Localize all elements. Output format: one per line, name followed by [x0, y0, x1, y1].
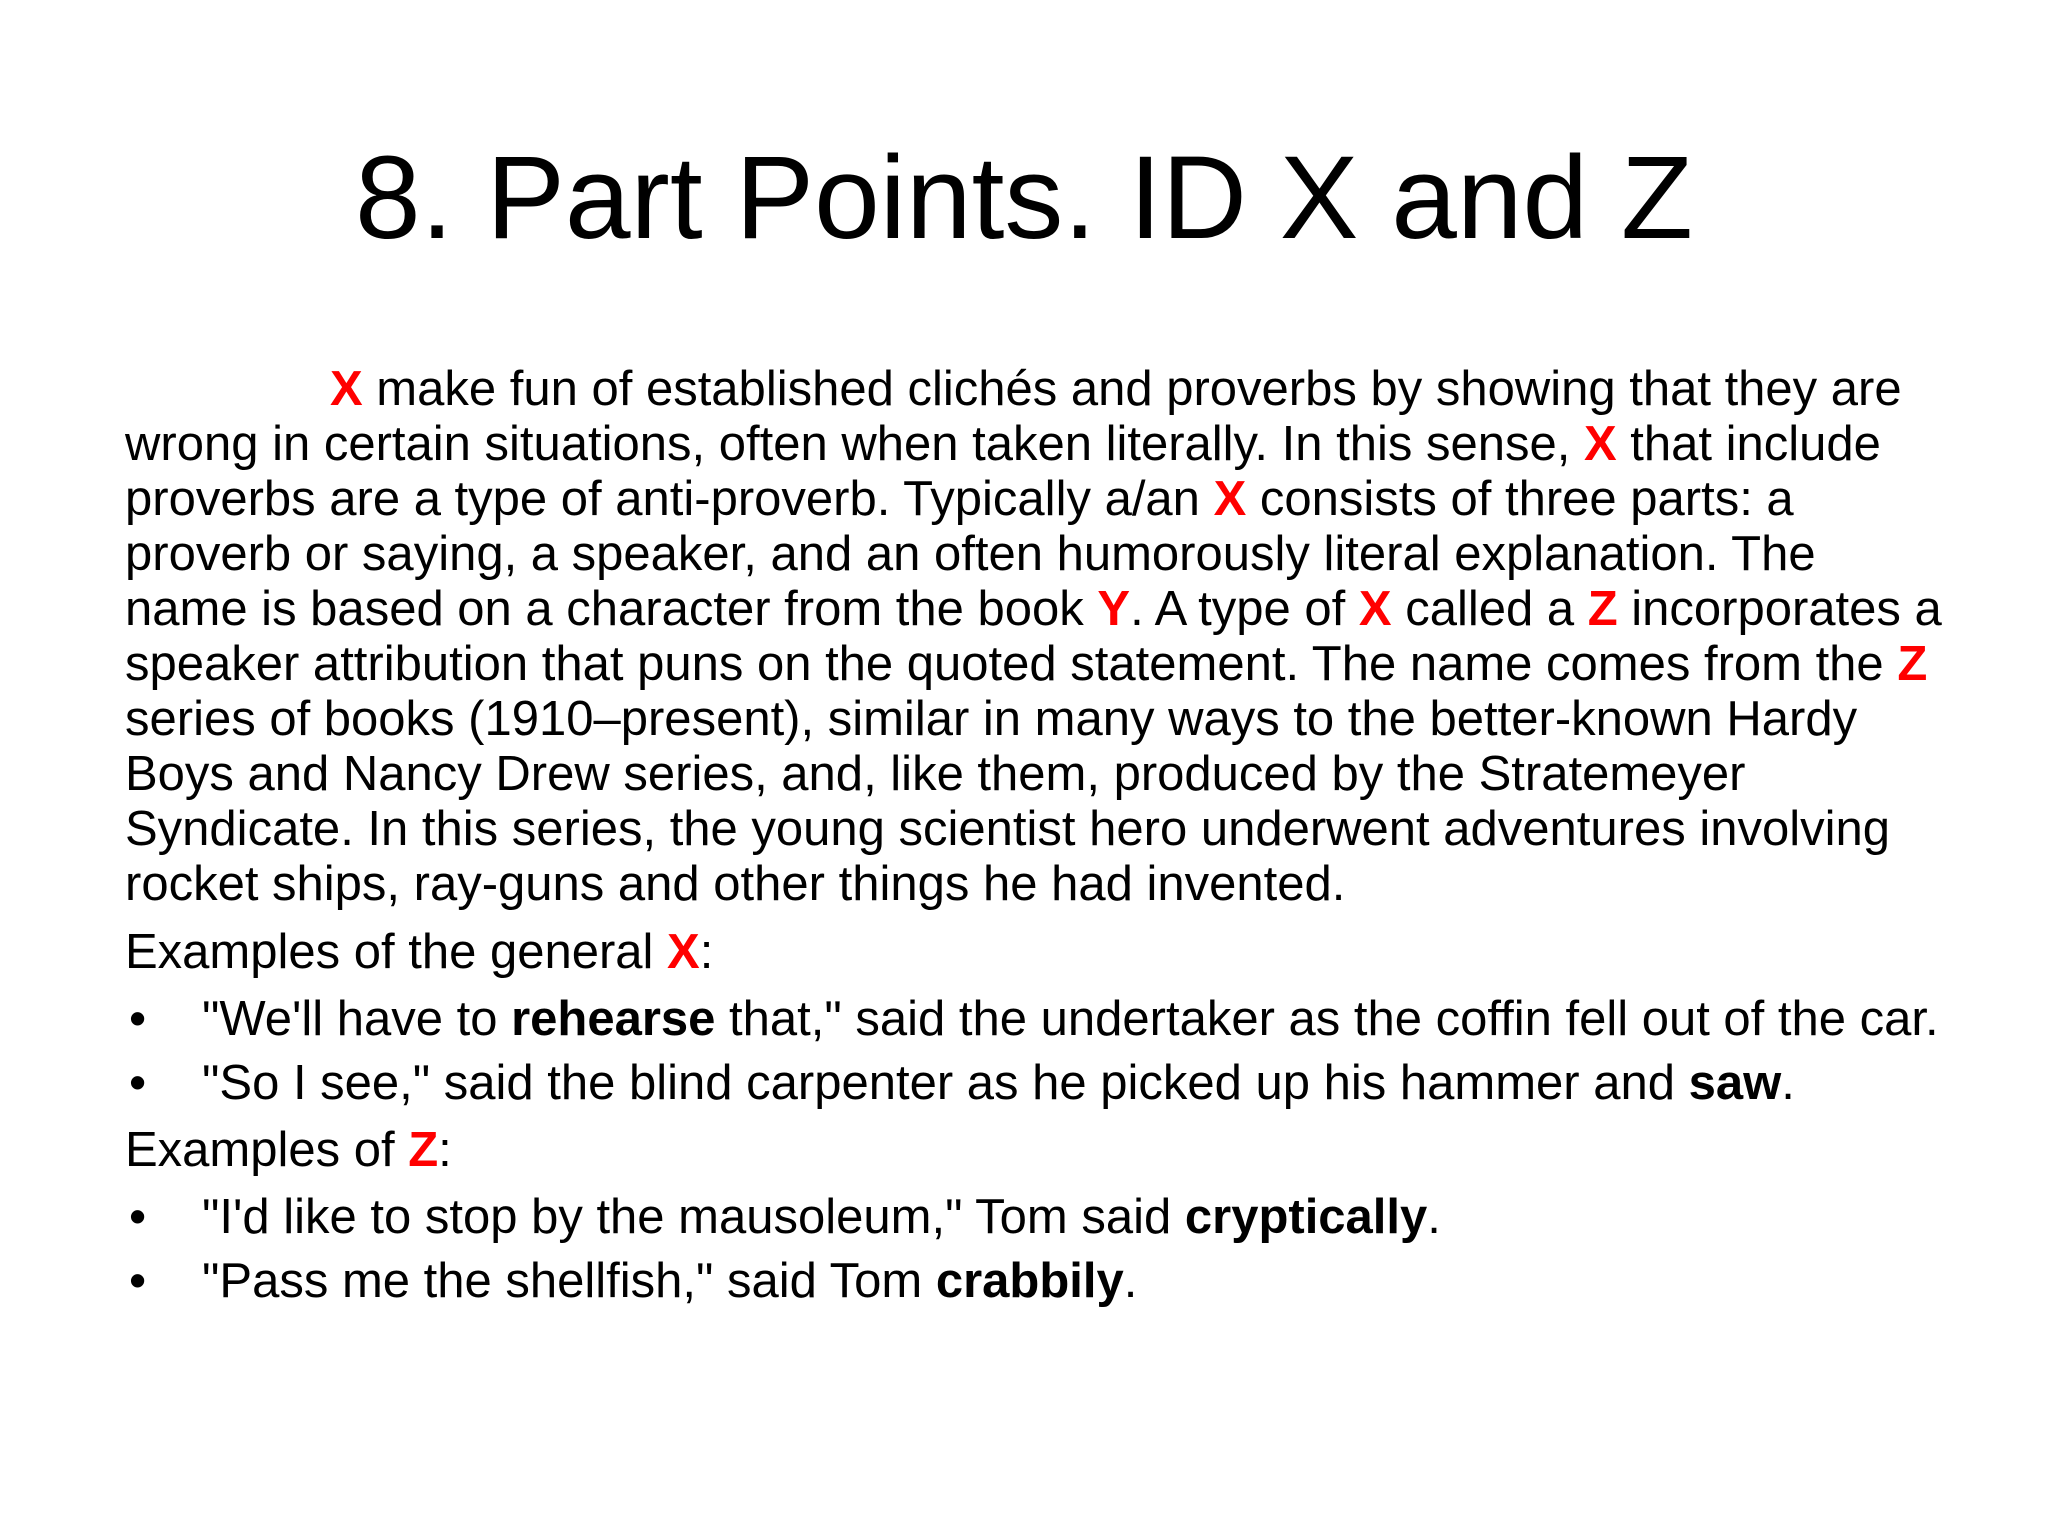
variable-label: X — [667, 925, 700, 979]
bullet-icon: • — [129, 1056, 147, 1110]
variable-label: Z — [1897, 637, 1928, 691]
variable-label: X — [1583, 417, 1617, 471]
variable-label: X — [1213, 472, 1247, 526]
bullet-icon: • — [129, 992, 147, 1046]
pun-word: saw — [1688, 1056, 1782, 1110]
pun-word: crabbily — [935, 1254, 1124, 1308]
example-text — [202, 1056, 1795, 1110]
text-run: that include proverbs are a type of anti-proverb. Typically a/an — [125, 417, 1881, 526]
text-run: consists of three parts: a proverb or saying, a speaker, and an often humorously literal explanation. The name is based on a character from the book — [125, 472, 1816, 636]
text-run: "Pass me the shellfish," said Tom — [202, 1254, 936, 1308]
variable-label: X — [1358, 582, 1392, 636]
text-run: that," said the undertaker as the coffin fell out of the car. — [715, 992, 1939, 1046]
examples-general-heading — [125, 922, 1945, 982]
list-item — [125, 1056, 1945, 1110]
bullet-icon: • — [129, 1254, 147, 1308]
slide-body — [125, 362, 1945, 1308]
text-run: "I'd like to stop by the mausoleum," Tom said — [202, 1190, 1185, 1244]
text-run: incorporates a speaker attribution that puns on the quoted statement. The name comes from the — [125, 582, 1942, 691]
list-item — [125, 992, 1945, 1046]
text-run: . — [1123, 1254, 1138, 1308]
text-run: make fun of established clichés and proverbs by showing that they are wrong in certain situations, often when taken literally. In this sense, — [125, 362, 1902, 471]
example-text — [202, 1190, 1441, 1244]
example-text — [202, 992, 1939, 1046]
list-item — [125, 1254, 1945, 1308]
text-run: : — [699, 925, 714, 979]
pun-word: cryptically — [1184, 1190, 1428, 1244]
text-run: Examples of the general — [125, 925, 668, 979]
example-text — [202, 1254, 1137, 1308]
pun-word: rehearse — [511, 992, 716, 1046]
text-run: . — [1427, 1190, 1441, 1244]
text-run: "We'll have to — [202, 992, 512, 1046]
text-run: called a — [1391, 582, 1588, 636]
variable-label: Y — [1097, 582, 1131, 636]
variable-label: X — [330, 362, 363, 416]
examples-z-list — [125, 1190, 1945, 1308]
text-run: series of books (1910–present), similar in many ways to the better-known Hardy Boys and Nancy Drew series, and, like them, produced by the Stratemeyer Syndicate. In this series, the young scientist hero underwent adventures involving rocket ships, ray-guns and other things he had invented. — [125, 692, 1891, 911]
text-run: : — [438, 1123, 452, 1177]
bullet-icon: • — [129, 1190, 147, 1244]
list-item — [125, 1190, 1945, 1244]
slide-title: 8. Part Points. ID X and Z — [355, 132, 1693, 264]
variable-label: Z — [408, 1123, 439, 1177]
text-run: . A type of — [1130, 582, 1359, 636]
examples-general-list — [125, 992, 1945, 1110]
examples-z-heading — [125, 1120, 1945, 1180]
text-run: Examples of — [125, 1123, 409, 1177]
variable-label: Z — [1587, 582, 1618, 636]
definition-paragraph — [125, 362, 1945, 912]
text-run: "So I see," said the blind carpenter as he picked up his hammer and — [202, 1056, 1689, 1110]
text-run: . — [1781, 1056, 1795, 1110]
